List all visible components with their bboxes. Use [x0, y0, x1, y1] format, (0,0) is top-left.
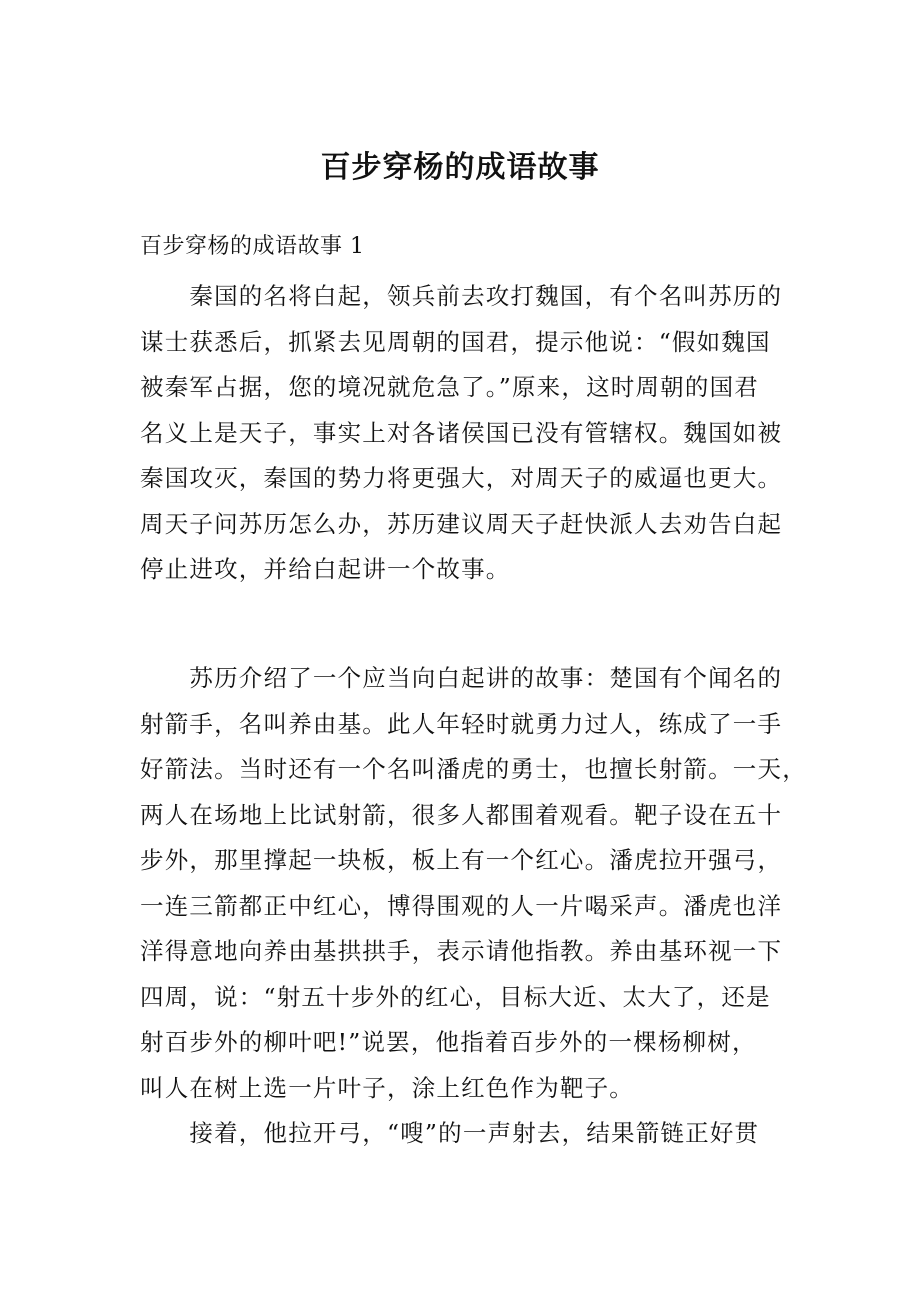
text-line: 秦国攻灭，秦国的势力将更强大，对周天子的威逼也更大。 — [140, 464, 783, 492]
text-line: 谋士获悉后，抓紧去见周朝的国君，提示他说：“假如魏国 — [140, 327, 771, 356]
text-line: 被秦军占据，您的境况就危急了。”原来，这时周朝的国君 — [140, 373, 759, 401]
text-line: 苏历介绍了一个应当向白起讲的故事：楚国有个闻名的 — [140, 664, 783, 692]
text-line: 叫人在树上选一片叶子，涂上红色作为靶子。 — [140, 1073, 634, 1102]
text-line: 射百步外的柳叶吧!”说罢，他指着百步外的一棵杨柳树， — [140, 1028, 757, 1056]
text-line: 步外，那里撑起一块板，板上有一个红心。潘虎拉开强弓， — [140, 846, 783, 874]
text-line: 好箭法。当时还有一个名叫潘虎的勇士，也擅长射箭。一天， — [140, 755, 807, 783]
text-line: 四周，说：“射五十步外的红心，目标大近、太大了，还是 — [140, 982, 771, 1011]
section-heading: 百步穿杨的成语故事 1 — [140, 234, 365, 259]
paragraph-1 — [140, 274, 782, 593]
document-title: 百步穿杨的成语故事 — [320, 150, 600, 185]
text-line: 一连三箭都正中红心，博得围观的人一片喝采声。潘虎也洋 — [140, 891, 783, 920]
paragraph-2 — [140, 656, 807, 1157]
text-line: 秦国的名将白起，领兵前去攻打魏国，有个名叫苏历的 — [140, 282, 783, 310]
text-line: 名义上是天子，事实上对各诸侯国已没有管辖权。魏国如被 — [140, 418, 783, 447]
text-line: 两人在场地上比试射箭，很多人都围着观看。靶子设在五十 — [140, 800, 783, 829]
text-line: 停止进攻，并给白起讲一个故事。 — [140, 555, 511, 583]
text-line: 洋得意地向养由基拱拱手，表示请他指教。养由基环视一下 — [140, 937, 783, 965]
text-line: 接着，他拉开弓，“嗖”的一声射去，结果箭链正好贯 — [140, 1119, 760, 1147]
text-line: 射箭手，名叫养由基。此人年轻时就勇力过人，练成了一手 — [140, 709, 783, 738]
text-line: 周天子问苏历怎么办，苏历建议周天子赶快派人去劝告白起 — [140, 509, 783, 538]
